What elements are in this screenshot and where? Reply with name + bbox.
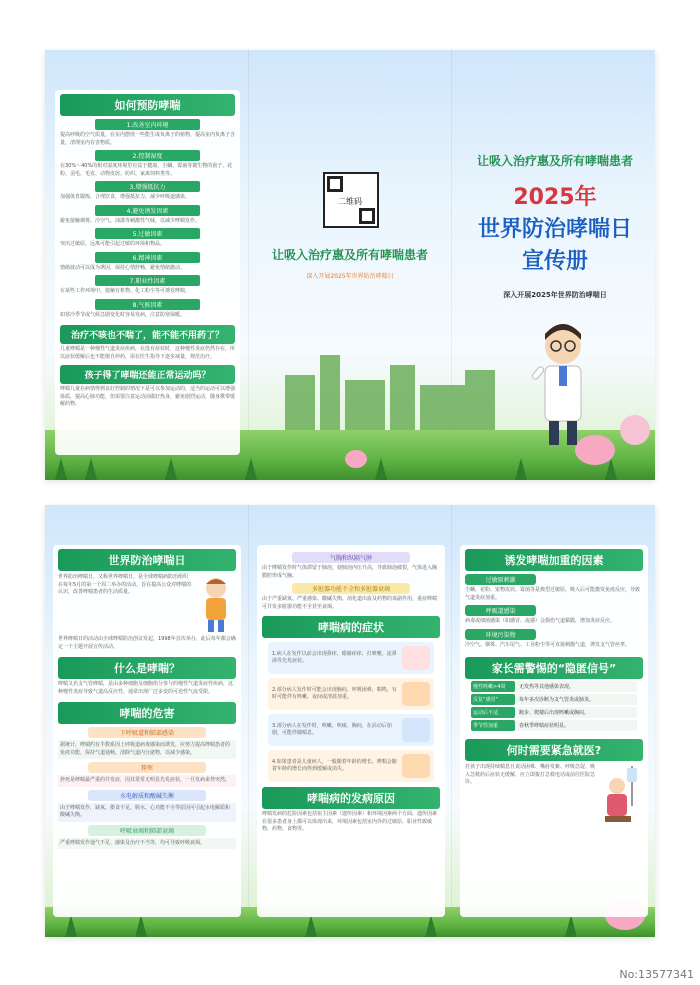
- warning-sign-label: 慢性咳嗽>4周: [471, 681, 515, 692]
- warning-sign-text: 无发热等其他感染表现。: [515, 681, 637, 692]
- prevention-item-label: 2.控制湿度: [95, 150, 200, 161]
- prevention-item-text: 提高呼吸的空气质量，在室内摆放一些能生成负离子的植物，提高室内负离子含量，清理室内有害物质。: [60, 132, 236, 146]
- causes-heading: 哮喘病的发病原因: [262, 787, 440, 809]
- fold-line: [451, 505, 452, 937]
- emergency-text: 若孩子出现持续喘息且说话困难、嘴唇发紫、呼吸急促、吸入急救药后症状无缓解，应立即拨打急救电话或前往医院急诊。: [465, 764, 596, 785]
- city-building: [420, 385, 465, 435]
- world-asthma-day-history: 世界哮喘日的活动由全球哮喘防治创议发起，1998年首次举办，此后每年都会确定一个主题开展宣传活动。: [58, 636, 236, 650]
- symptom-row: [268, 750, 434, 782]
- what-is-asthma-heading: 什么是哮喘？: [58, 657, 236, 679]
- prevention-item-text: 在30%～40%的相对湿度环境里有益于健康，尘螨、霉菌等微生物的孢子、花粉、羽毛、毛发、动物皮屑、纺织、家禽饲料类等。: [60, 163, 233, 177]
- prevention-item-label: 1.改善室内环境: [95, 119, 200, 130]
- warning-sign-text: 每年多次诊断为支气管炎或肺炎。: [515, 694, 637, 705]
- trigger-text: 尘螨、花粉、宠物皮屑、霉菌等是典型过敏原，吸入后可能激发免疫反应，导致气道炎症加重。: [465, 587, 641, 601]
- organ-failure-text: 由于严重缺氧、严重感染、酸碱失衡、消化道出血及药物的毒副作用，重症哮喘可并发多脏器功能不全甚至衰竭。: [262, 596, 438, 610]
- cover-subtitle: 深入开展2025年世界防治哮喘日: [503, 291, 607, 299]
- qr-code-label: 二维码: [338, 197, 362, 206]
- fold-line: [248, 505, 249, 937]
- danger-text: 由于哮喘发作，缺氧、摄食不足、脱水、心功能不全等原因可引起水电解质和酸碱失衡。: [58, 803, 236, 822]
- cover-title: 世界防治哮喘日: [477, 217, 632, 242]
- danger-label: 下呼吸道和肺部感染: [88, 727, 205, 738]
- danger-label: 猝死: [88, 762, 205, 773]
- trigger-label: 环境污染物: [465, 629, 536, 640]
- brochure-inner-sheet: [45, 505, 655, 937]
- middle-slogan: 让吸入治疗惠及所有哮喘患者: [271, 248, 428, 262]
- cover-slogan: 让吸入治疗惠及所有哮喘患者: [476, 154, 633, 168]
- medication-heading: 治疗不咳也不喘了，能不能不用药了？: [60, 325, 235, 344]
- flower-decoration: [620, 415, 650, 445]
- prevention-item-text: 在某些工作环境中，接触有机物、化工粉尘等可诱发哮喘。: [60, 288, 191, 294]
- exercise-heading: 孩子得了哮喘还能正常运动吗？: [60, 365, 235, 384]
- warning-sign-row: [471, 694, 637, 705]
- symptoms-panel: [257, 545, 445, 917]
- patient-icon: [402, 682, 430, 706]
- prevention-item-label: 3.增强抵抗力: [95, 181, 200, 192]
- medication-text: 儿童哮喘是一种慢性气道炎症疾病，在没有症状时，这种慢性炎症仍然存在，所以症状缓解后也不能擅自停药，需在医生指导下逐步减量，规范治疗。: [60, 346, 236, 360]
- symptom-row: [268, 714, 434, 746]
- prevention-item-text: 避免接触烟雾、冷空气、油漆等刺激性气味，以减少哮喘发作。: [60, 217, 201, 224]
- prevention-item-text: 情绪波动可以成为诱因，保持心情舒畅，避免情绪激动。: [60, 264, 186, 271]
- middle-subtitle: 深入开展2025年世界防治哮喘日: [306, 273, 394, 280]
- world-asthma-day-text: 世界防治哮喘日，又称世界哮喘日，是全球哮喘病防治组织在每年5月的第一个周二举办的活动，旨在提高公众对哮喘的认识，改善哮喘患者的生活质量。: [58, 574, 192, 595]
- prevention-item-text: 如寒冷季节或气候急剧变化时容易发病，注意防寒保暖。: [60, 311, 186, 318]
- danger-text: 猝死是哮喘最严重的并发症，因其常常无明显先兆症状，一旦发病来势突然。: [58, 775, 236, 787]
- symptom-row: [268, 678, 434, 710]
- fold-line: [248, 50, 249, 480]
- patient-iv-illustration: [603, 764, 643, 824]
- warning-sign-text: 春秋季哮喘症状明显。: [515, 720, 637, 731]
- danger-label: 水电解质和酸碱失衡: [88, 790, 205, 801]
- warning-sign-row: [471, 707, 637, 718]
- cover-title-line2: 宣传册: [521, 249, 588, 274]
- warning-sign-row: [471, 681, 637, 692]
- city-building: [285, 375, 315, 435]
- emergency-heading: 何时需要紧急就医?: [465, 739, 643, 761]
- city-building: [465, 370, 495, 435]
- child-icon: [402, 754, 430, 778]
- world-asthma-day-heading: 世界防治哮喘日: [58, 549, 236, 571]
- world-asthma-day-panel: [53, 545, 241, 917]
- heart-icon: [402, 646, 430, 670]
- symptoms-heading: 哮喘病的症状: [262, 616, 440, 638]
- prevention-heading: 如何预防哮喘: [60, 94, 235, 116]
- prevention-item-label: 6.精神因素: [95, 252, 200, 263]
- trigger-label: 过敏原刺激: [465, 574, 536, 585]
- danger-label: 呼吸衰竭和肺部衰竭: [88, 825, 205, 836]
- city-building: [320, 355, 340, 435]
- child-inhaler-illustration: [196, 574, 236, 634]
- causes-text: 哮喘发病的危险因素包括宿主因素（遗传因素）和环境因素两个方面。遗传因素在很多患者身上都可以体现出来，环境因素包括室内外的过敏原、职业性致敏物、药物、食物等。: [262, 811, 438, 832]
- prevention-item-label: 7.职业性因素: [95, 275, 200, 286]
- flower-decoration: [345, 450, 367, 468]
- warning-sign-label: 运动后不适: [471, 707, 515, 718]
- prevention-item-label: 5.过敏因素: [95, 228, 200, 239]
- organ-failure-label: 多脏器功能不全和多脏器衰竭: [292, 583, 409, 594]
- city-building: [390, 365, 415, 435]
- prevention-item-label: 8.气候因素: [95, 299, 200, 310]
- prevention-item-text: 突出过敏原，远离可能引起过敏的环境和物品。: [60, 241, 166, 247]
- pneumothorax-label: 气胸和纵隔气肿: [292, 552, 409, 563]
- watermark-id: No:13577341: [619, 968, 694, 981]
- cover-year: 2025年: [513, 185, 597, 210]
- warning-signs-heading: 家长需警惕的“隐匿信号”: [465, 657, 643, 679]
- triggers-panel: [460, 545, 648, 917]
- danger-text: 据统计，哮喘约有半数系因上呼吸道病毒感染而诱发，应努力提高哮喘患者的免疫功能，保持气道通畅，清除气道内分泌物，以减少感染。: [58, 740, 236, 759]
- symptom-text: 4.如果患者是儿童病人，一般随着年龄的增长，哮喘会随着年龄的增长而得到缓解或消失。: [272, 758, 397, 772]
- what-is-asthma-text: 哮喘又名支气管哮喘，是由多种细胞及细胞组分参与的慢性气道炎症性疾病，这种慢性炎症导致气道高反应性，通常出现广泛多变的可逆性气流受限。: [58, 681, 234, 695]
- symptom-text: 1.病人在发作以前会出现鼻痒、眼睛痒痒、打喷嚏、流鼻涕等先兆症状。: [272, 650, 397, 664]
- trigger-text: 冷空气、烟雾、汽车尾气、工业粉尘等可直接刺激气道，诱发支气管痉挛。: [465, 641, 631, 648]
- pneumothorax-text: 由于哮喘发作时气体滞留于肺泡，使肺泡内压升高，导致肺泡破裂，气体进入胸膜腔形成气胸。: [262, 565, 438, 579]
- prevention-list: [60, 119, 235, 319]
- warning-sign-label: 季节性加重: [471, 720, 515, 731]
- prevention-panel: [55, 90, 240, 455]
- brochure-outer-sheet: [45, 50, 655, 480]
- trigger-label: 呼吸道感染: [465, 605, 536, 616]
- city-building: [345, 380, 385, 435]
- symptom-text: 3.部分病人在发作时，咳嗽、咳痰、胸闷，在活动后加剧，可能伴随喘息。: [272, 722, 392, 736]
- exercise-text: 哮喘儿童在病情得到良好控制的情况下是可以参加运动的，适当的运动可以增强体质，提高心肺功能，但需要注意运动前做好热身，避免剧烈运动，随身携带缓解药物。: [60, 386, 236, 407]
- trigger-text: 病毒或细菌感染（如感冒、流感）会损伤气道黏膜，增加炎症反应。: [465, 618, 616, 624]
- danger-text: 严重哮喘发作通气不足、感染及治疗不当等，均可导致呼吸衰竭。: [58, 838, 236, 850]
- warning-sign-label: 反复“感冒”: [471, 694, 515, 705]
- asthma-harm-heading: 哮喘的危害: [58, 702, 236, 724]
- warning-sign-row: [471, 720, 637, 731]
- symptom-text: 2.部分病人发作时可能会出现胸闷、呼吸困难、喘鸣，有时可能伴有咳嗽，夜间或清晨加重。: [272, 686, 397, 700]
- symptom-row: [268, 642, 434, 674]
- triggers-heading: 诱发哮喘加重的因素: [465, 549, 643, 571]
- doctor-illustration: [523, 318, 603, 448]
- prevention-item-label: 4.避免诱发因素: [95, 205, 200, 216]
- warning-sign-text: 跑步、爬楼后出现咳嗽或胸闷。: [515, 707, 637, 718]
- prevention-item-text: 加强体育锻炼，合理饮食，增强抵抗力，减少呼吸道感染。: [60, 194, 191, 200]
- cough-icon: [402, 718, 430, 742]
